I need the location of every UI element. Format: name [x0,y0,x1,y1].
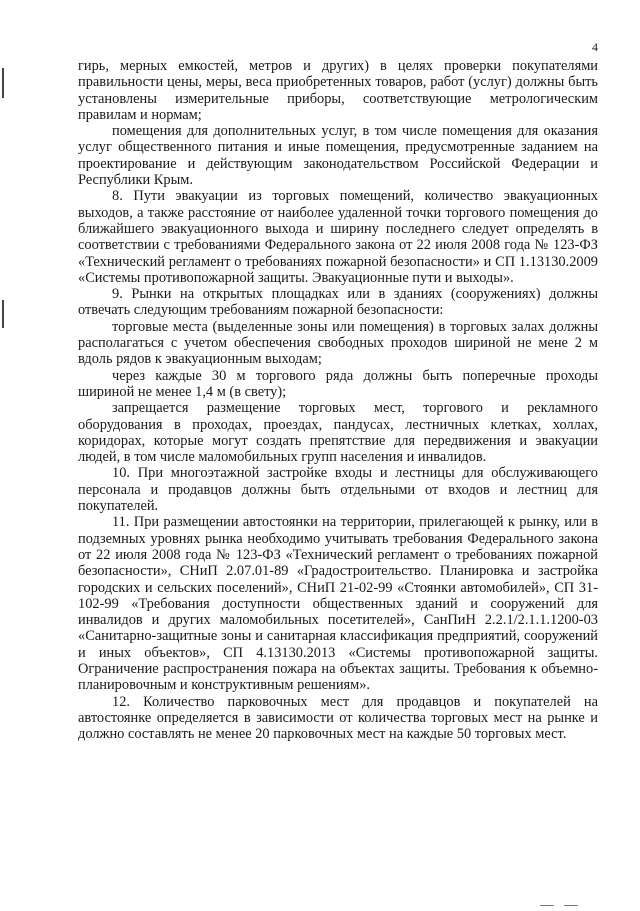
paragraph: гирь, мерных емкостей, метров и других) в целях проверки покупателями правильности цены, меры, веса приобретенных товаров, работ (услуг) должны быть установлены измерительные приборы, соответствующие метрологическим правилам и нормам; [78,58,598,123]
paragraph: 12. Количество парковочных мест для продавцов и покупателей на автостоянке определяется в зависимости от количества торговых мест на рынке и должно составлять не менее 20 парковочных мест на каждые 50 торговых мест. [78,693,598,743]
binding-mark [2,300,4,328]
paragraph: помещения для дополнительных услуг, в том числе помещения для оказания услуг общественного питания и иные помещения, предусмотренные заданием на проектирование и действующим законодательством Российской Федерации и Республики Крым. [78,123,598,189]
paragraph: 8. Пути эвакуации из торговых помещений, количество эвакуационных выходов, а также расстояние от наиболее удаленной точки торгового помещения до ближайшего эвакуационного выхода и ширину последнего следует определять в соответствии с требованиями Федерального закона от 22 июля 2008 года № 123-ФЗ «Технический регламент о требованиях пожарной безопасности» и СП 1.13130.2009 «Системы противопожарной защиты. Эвакуационные пути и выходы». [78,188,598,286]
paragraph: торговые места (выделенные зоны или помещения) в торговых залах должны располагаться с учетом обеспечения свободных проходов шириной не мене 2 м вдоль рядов к эвакуационным выходам; [78,318,598,368]
paragraph: 11. При размещении автостоянки на территории, прилегающей к рынку, или в подземных уровнях рынка необходимо учитывать требования Федерального закона от 22 июля 2008 года № 123-ФЗ «Технический регламент о требованиях пожарной безопасности», СНиП 2.07.01-89 «Градостроительство. Планировка и застройка городских и сельских поселений», СНиП 21-02-99 «Стоянки автомобилей», СП 31-102-99 «Требования доступности общественных зданий и сооружений для инвалидов и других маломобильных посетителей», СанПиН 2.2.1/2.1.1.1200-03 «Санитарно-защитные зоны и санитарная классификация предприятий, сооружений и иных объектов», СП 4.13130.2013 «Системы противопожарной защиты. Ограничение распространения пожара на объектах защиты. Требования к объемно-планировочным и конструктивным решениям». [78,514,598,694]
paragraph: запрещается размещение торговых мест, торгового и рекламного оборудования в проходах, проездах, пандусах, лестничных клетках, холлах, коридорах, которые могут создать препятствие для передвижения и эвакуации людей, в том числе маломобильных групп населения и инвалидов. [78,400,598,466]
footer-marks [540,893,588,911]
paragraph: 10. При многоэтажной застройке входы и лестницы для обслуживающего персонала и продавцов должны быть отдельными от входов и лестниц для покупателей. [78,465,598,515]
binding-mark [2,68,4,98]
paragraph: через каждые 30 м торгового ряда должны быть поперечные проходы шириной не менее 1,4 м (в свету); [78,367,598,400]
paragraph: 9. Рынки на открытых площадках или в зданиях (сооружениях) должны отвечать следующим требованиям пожарной безопасности: [78,286,598,319]
page-number: 4 [592,40,598,54]
document-body [78,58,598,742]
